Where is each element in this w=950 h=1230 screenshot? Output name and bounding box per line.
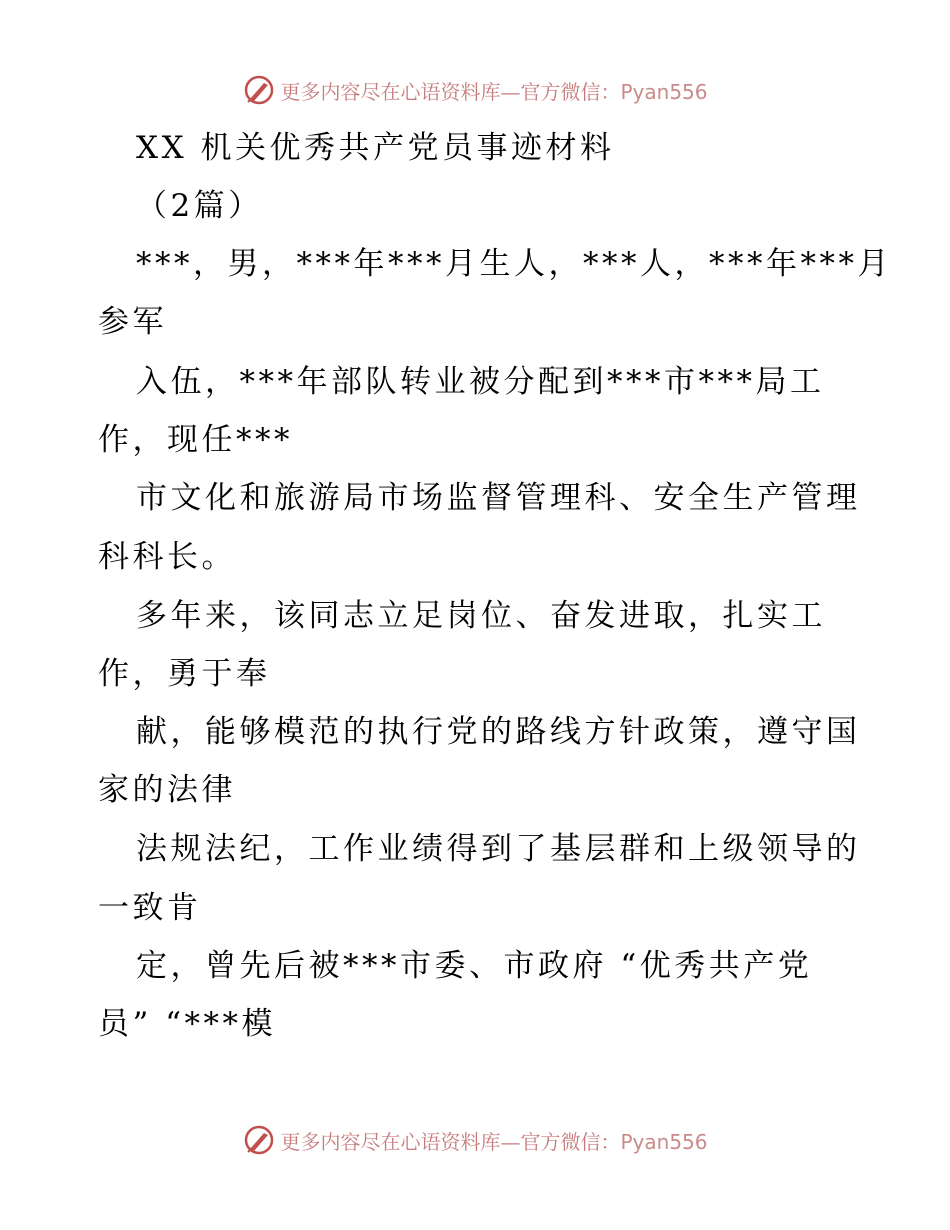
- paragraph-line: 市文化和旅游局市场监督管理科、安全生产管理: [136, 480, 861, 516]
- paragraph-line: 参军: [98, 304, 167, 340]
- paragraph-line: 一致肯: [98, 890, 202, 926]
- paragraph-line: 作，现任***: [98, 422, 293, 458]
- paragraph-line: 作，勇于奉: [98, 656, 271, 692]
- document-title: XX 机关优秀共产党员事迹材料: [136, 130, 615, 166]
- paragraph-line: 入伍，***年部队转业被分配到***市***局工: [136, 364, 825, 400]
- watermark-text: 更多内容尽在心语资料库—官方微信：Pyan556: [280, 1129, 708, 1154]
- paragraph-line: 法规法纪，工作业绩得到了基层群和上级领导的: [136, 831, 861, 867]
- pen-logo-icon: [242, 1123, 276, 1157]
- wechat-id: Pyan556: [620, 79, 708, 104]
- paragraph-line: 定，曾先后被***市委、市政府 “优秀共产党: [136, 948, 813, 984]
- paragraph-line: 献，能够模范的执行党的路线方针政策，遵守国: [136, 714, 861, 750]
- document-subtitle: （2篇）: [136, 188, 263, 224]
- watermark-text: 更多内容尽在心语资料库—官方微信：Pyan556: [280, 79, 708, 104]
- wechat-id: Pyan556: [620, 1129, 708, 1154]
- paragraph-line: 家的法律: [98, 772, 236, 808]
- footer-watermark: [0, 1120, 950, 1160]
- paragraph-line: 员” “***模: [98, 1006, 277, 1042]
- paragraph-line: ***，男，***年***月生人，***人，***年***月: [136, 246, 892, 282]
- paragraph-line: 科科长。: [98, 539, 236, 575]
- paragraph-line: 多年来，该同志立足岗位、奋发进取，扎实工: [136, 598, 826, 634]
